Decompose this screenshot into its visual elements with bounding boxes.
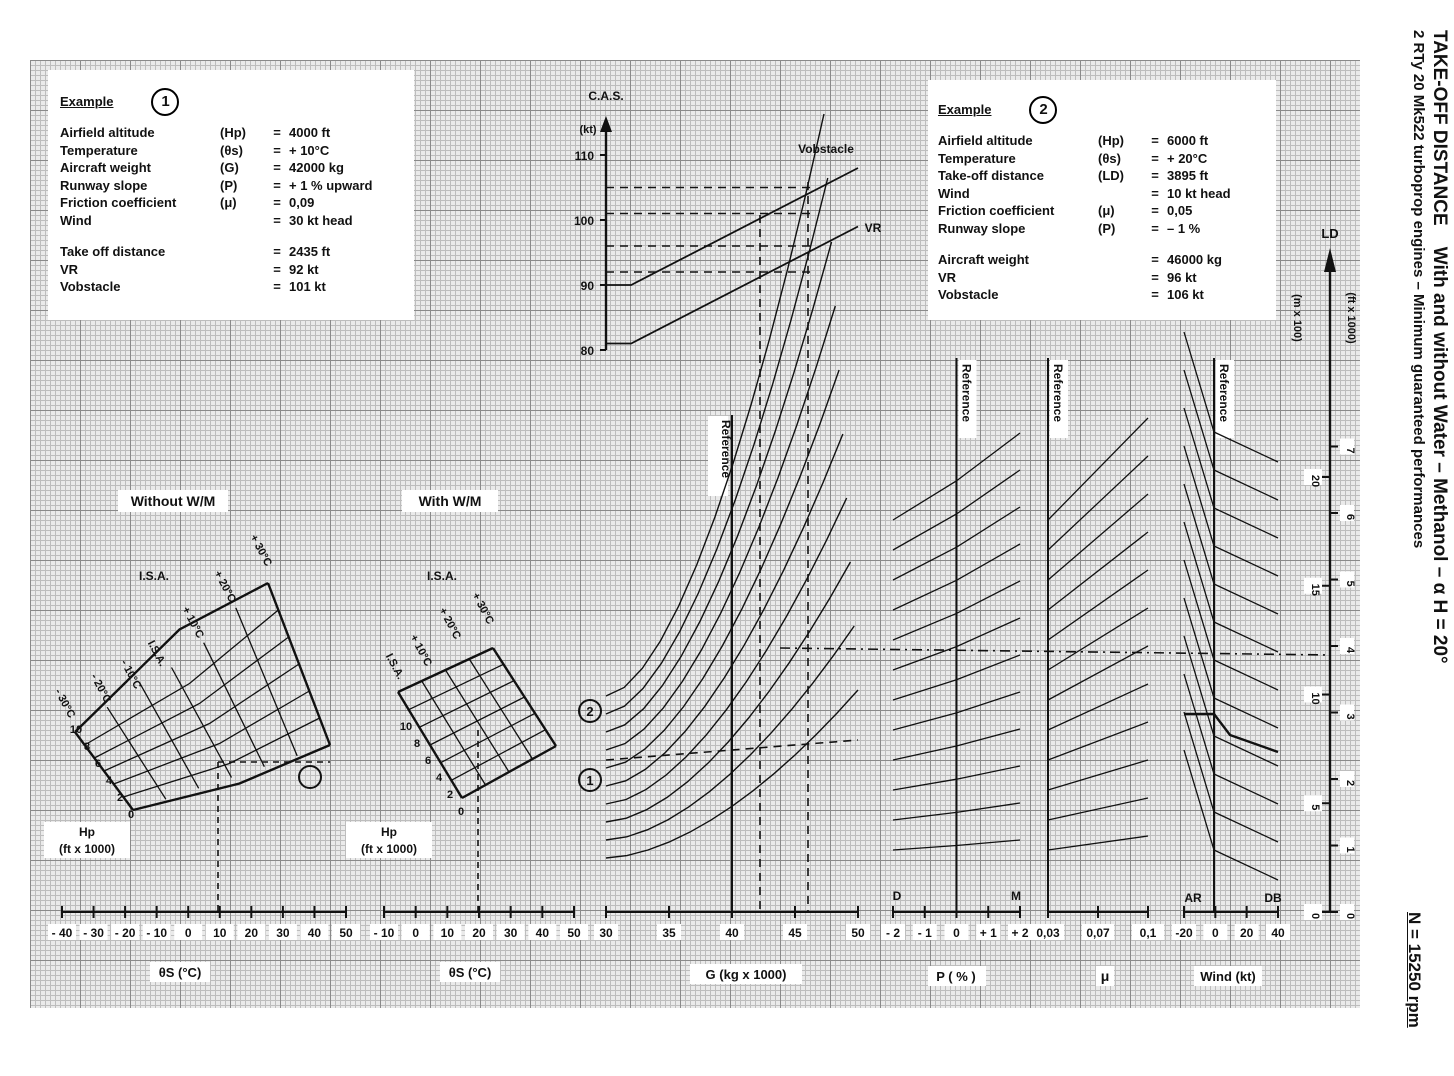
without-wm-isotherm [268, 583, 330, 745]
wind-tick-label: -20 [1175, 926, 1193, 940]
without-wm-isotherm [172, 668, 232, 778]
example-2-input-row: Friction coefficient (μ) = 0,05 [938, 203, 1193, 218]
title-line-1 [1428, 30, 1450, 664]
example-1-result-row: Vobstacle = 101 kt [60, 279, 326, 294]
example-1-input-row: Temperature (θs) = + 10°C [60, 142, 330, 158]
slope-left-label: D [892, 889, 902, 903]
wind-curve [1184, 484, 1278, 614]
without-wm-iso-label: I.S.A. [144, 638, 169, 669]
without-wm-hp-tick: 8 [83, 741, 91, 753]
with-wm-tick-label: 10 [440, 926, 455, 940]
example-2-result-row: Vobstacle = 106 kt [938, 287, 1204, 302]
title-subtitle: 2 RTy 20 Mk522 turboprop engines – Minimum guaranteed performances [1410, 30, 1427, 549]
main-title: TAKE-OFF DISTANCE [1429, 30, 1450, 226]
wind-curve [1184, 560, 1278, 690]
example-2-heading: Example [938, 102, 992, 118]
without-wm-tick-label: - 30 [83, 926, 104, 940]
slope-tick-label: + 1 [979, 926, 997, 940]
friction-curve [1048, 646, 1148, 700]
wind-left-label: AR [1184, 891, 1202, 905]
with-wm-title: With W/M [418, 493, 482, 509]
friction-curve [1048, 798, 1148, 820]
friction-tick-label: 0,1 [1139, 926, 1157, 940]
weight-curve [606, 498, 847, 804]
ld-ft-tick-label: 6 [1344, 513, 1356, 521]
without-wm-isotherm [236, 608, 297, 756]
without-wm-iso-label: + 30°C [247, 532, 274, 569]
friction-curve [1048, 494, 1148, 580]
rpm-label: N = 15250 rpm [1405, 912, 1424, 1028]
without-wm-title: Without W/M [130, 493, 216, 509]
wind-curve [1184, 598, 1278, 728]
with-wm-isotherm [493, 648, 556, 746]
with-wm-xlabel: θS (°C) [448, 965, 492, 980]
with-wm-tick-label: 50 [567, 926, 581, 940]
with-wm-tick-label: 30 [503, 926, 518, 940]
without-wm-tick-label: 50 [339, 926, 353, 940]
cas-tick-label: 90 [580, 279, 594, 293]
ex2-distance-guide [780, 648, 1330, 655]
weight-tick-label: 35 [662, 926, 676, 940]
without-wm-tick-label: 0 [184, 926, 192, 940]
without-wm-iso-label: - 10°C [118, 657, 144, 692]
friction-curve [1048, 836, 1148, 850]
with-wm-iso-label: + 20°C [436, 605, 463, 642]
wind-curve [1184, 750, 1278, 880]
ld-ft-tick-label: 5 [1344, 580, 1356, 587]
example-1-input-row: Aircraft weight (G) = 42000 kg [60, 160, 344, 175]
cas-series-vobstacle [606, 168, 858, 285]
example-1-inputs [60, 124, 414, 229]
weight-reference-label: Reference [719, 420, 733, 479]
weight-tick-label: 30 [599, 926, 613, 940]
without-wm-hp-tick: 2 [116, 792, 124, 804]
wind-reference-label: Reference [1217, 364, 1231, 423]
weight-xlabel: G (kg x 1000) [705, 967, 787, 982]
friction-xlabel: μ [1100, 968, 1110, 984]
ld-ft-tick-label: 1 [1344, 846, 1356, 853]
with-wm-isotherm [422, 681, 486, 785]
slope-right-label: M [1011, 889, 1021, 903]
example-2-results [938, 251, 1276, 304]
ld-ft-tick-label: 7 [1344, 447, 1356, 454]
example-1-marker-label: 1 [586, 773, 594, 788]
example-1-marker [299, 766, 321, 788]
wind-tick-label: 40 [1271, 926, 1285, 940]
without-wm-tick-label: - 40 [51, 926, 73, 940]
example-2-badge: 2 [1029, 96, 1057, 124]
ld-m-tick-label: 5 [1309, 804, 1321, 811]
ld-ft-tick-label: 0 [1344, 912, 1356, 920]
friction-curve [1048, 456, 1148, 550]
friction-curve [1048, 570, 1148, 640]
ld-m-tick-label: 15 [1309, 583, 1321, 596]
friction-tick-label: 0,03 [1036, 926, 1060, 940]
with-wm-hp-tick: 4 [435, 772, 443, 784]
without-wm-tick-label: 30 [276, 926, 290, 940]
wind-curve [1184, 674, 1278, 804]
with-wm-isotherm [398, 692, 462, 798]
friction-curve [1048, 608, 1148, 670]
without-wm-iso-label: + 10°C [179, 604, 206, 641]
example-1-result-row: VR = 92 kt [60, 261, 319, 277]
with-wm-tick-label: 20 [472, 926, 486, 940]
example-2-input-row: Wind = 10 kt head [938, 185, 1231, 201]
without-wm-tick-label: - 20 [114, 926, 136, 940]
ld-arrow [1324, 248, 1336, 272]
wind-right-label: DB [1264, 891, 1282, 905]
example-1-badge: 1 [151, 88, 179, 116]
friction-curve [1048, 532, 1148, 610]
example-2-result-row: VR = 96 kt [938, 269, 1197, 285]
ld-ft-tick-label: 4 [1344, 646, 1356, 654]
without-wm-hp-tick: 10 [69, 724, 83, 736]
without-wm-hp-curve [85, 610, 279, 745]
title-variant: With and without Water – Methanol – α H = 20° [1429, 246, 1450, 664]
friction-curve [1048, 684, 1148, 730]
example-2-result-row: Aircraft weight = 46000 kg [938, 252, 1222, 267]
wind-tick-label: 20 [1239, 926, 1254, 940]
example-1-input-row: Friction coefficient (μ) = 0,09 [60, 195, 315, 210]
ld-unit-m: (m x 100) [1291, 294, 1303, 342]
weight-curve [606, 562, 850, 822]
example-2-input-row: Airfield altitude (Hp) = 6000 ft [938, 133, 1209, 148]
with-wm-iso-label: + 10°C [407, 632, 434, 669]
example-2-input-row: Temperature (θs) = + 20°C [938, 150, 1208, 166]
example-1-input-row: Airfield altitude (Hp) = 4000 ft [60, 125, 331, 140]
without-wm-hp-tick: 0 [127, 809, 135, 821]
cas-vobstacle-label: Vobstacle [798, 142, 854, 156]
friction-tick-label: 0,07 [1086, 926, 1110, 940]
wind-tick-label: 0 [1211, 926, 1219, 940]
without-wm-iso-label: - 20°C [88, 671, 114, 706]
slope-tick-label: - 1 [917, 926, 932, 940]
wind-curve [1184, 522, 1278, 652]
without-wm-tick-label: 10 [213, 926, 227, 940]
friction-curve [1048, 722, 1148, 760]
ld-ft-tick-label: 2 [1344, 779, 1356, 787]
example-1-input-row: Wind = 30 kt head [60, 212, 353, 228]
friction-curve [1048, 760, 1148, 790]
example-2-box [928, 80, 1276, 320]
wind-curve [1184, 712, 1278, 842]
slope-tick-label: 0 [953, 926, 960, 940]
friction-reference-label: Reference [1051, 364, 1065, 423]
example-1-results [60, 243, 414, 296]
ld-m-tick-label: 20 [1309, 474, 1321, 488]
with-wm-tick-label: 40 [535, 926, 550, 940]
without-wm-isa-label: I.S.A. [138, 569, 170, 583]
with-wm-tick-label: - 10 [373, 926, 395, 940]
without-wm-tick-label: 20 [244, 926, 259, 940]
without-wm-iso-label: - 30°C [52, 686, 78, 721]
without-wm-hp-curve [123, 718, 319, 797]
wind-xlabel: Wind (kt) [1200, 969, 1256, 984]
ld-m-tick-label: 10 [1309, 692, 1321, 705]
with-wm-hp-tick: 8 [413, 738, 421, 750]
without-wm-hp-tick: 6 [94, 758, 102, 770]
example-2-input-row: Runway slope (P) = – 1 % [938, 220, 1201, 236]
with-wm-iso-label: I.S.A. [382, 651, 407, 682]
cas-title: C.A.S. [588, 89, 624, 103]
weight-tick-label: 40 [725, 926, 739, 940]
example-1-box [48, 70, 414, 320]
weight-tick-label: 50 [851, 926, 865, 940]
weight-tick-label: 45 [788, 926, 802, 940]
cas-unit: (kt) [579, 124, 597, 136]
ld-title: LD [1321, 226, 1339, 241]
without-wm-hp-tick: 4 [105, 775, 113, 787]
without-wm-hp-label: Hp [79, 825, 95, 839]
example-1-heading: Example [60, 94, 114, 110]
with-wm-hp-tick: 6 [424, 755, 432, 767]
without-wm-hp-unit: (ft x 1000) [58, 842, 116, 856]
with-wm-hp-label: Hp [381, 825, 397, 839]
cas-tick-label: 80 [580, 344, 594, 358]
with-wm-iso-label: + 30°C [469, 590, 496, 627]
without-wm-hp-curve [75, 583, 268, 732]
example-1-result-row: Take off distance = 2435 ft [60, 244, 331, 259]
with-wm-hp-tick: 2 [446, 789, 454, 801]
without-wm-hp-curve [94, 637, 288, 758]
slope-xlabel: P ( % ) [936, 969, 976, 984]
cas-tick-label: 110 [574, 149, 594, 163]
ld-ft-tick-label: 3 [1344, 713, 1356, 720]
without-wm-xlabel: θS (°C) [158, 965, 202, 980]
example-2-inputs [938, 132, 1276, 237]
cas-vr-label: VR [864, 221, 882, 235]
without-wm-tick-label: - 10 [146, 926, 168, 940]
ld-m-tick-label: 0 [1309, 912, 1321, 920]
slope-tick-label: + 2 [1011, 926, 1029, 940]
with-wm-hp-unit: (ft x 1000) [360, 842, 418, 856]
with-wm-hp-tick: 10 [399, 721, 413, 733]
with-wm-tick-label: 0 [412, 926, 420, 940]
example-1-input-row: Runway slope (P) = + 1 % upward [60, 177, 373, 193]
example-2-input-row: Take-off distance (LD) = 3895 ft [938, 168, 1209, 183]
wind-curve [1184, 446, 1278, 576]
ld-unit-ft: (ft x 1000) [1345, 292, 1357, 344]
example-2-marker-label: 2 [586, 704, 594, 719]
without-wm-tick-label: 40 [307, 926, 322, 940]
without-wm-iso-label: + 20°C [211, 568, 238, 605]
with-wm-hp-tick: 0 [457, 806, 465, 818]
cas-arrow [600, 116, 612, 132]
slope-reference-label: Reference [959, 364, 974, 423]
slope-tick-label: - 2 [885, 926, 901, 940]
with-wm-isa-label: I.S.A. [426, 569, 458, 583]
cas-tick-label: 100 [573, 214, 594, 228]
